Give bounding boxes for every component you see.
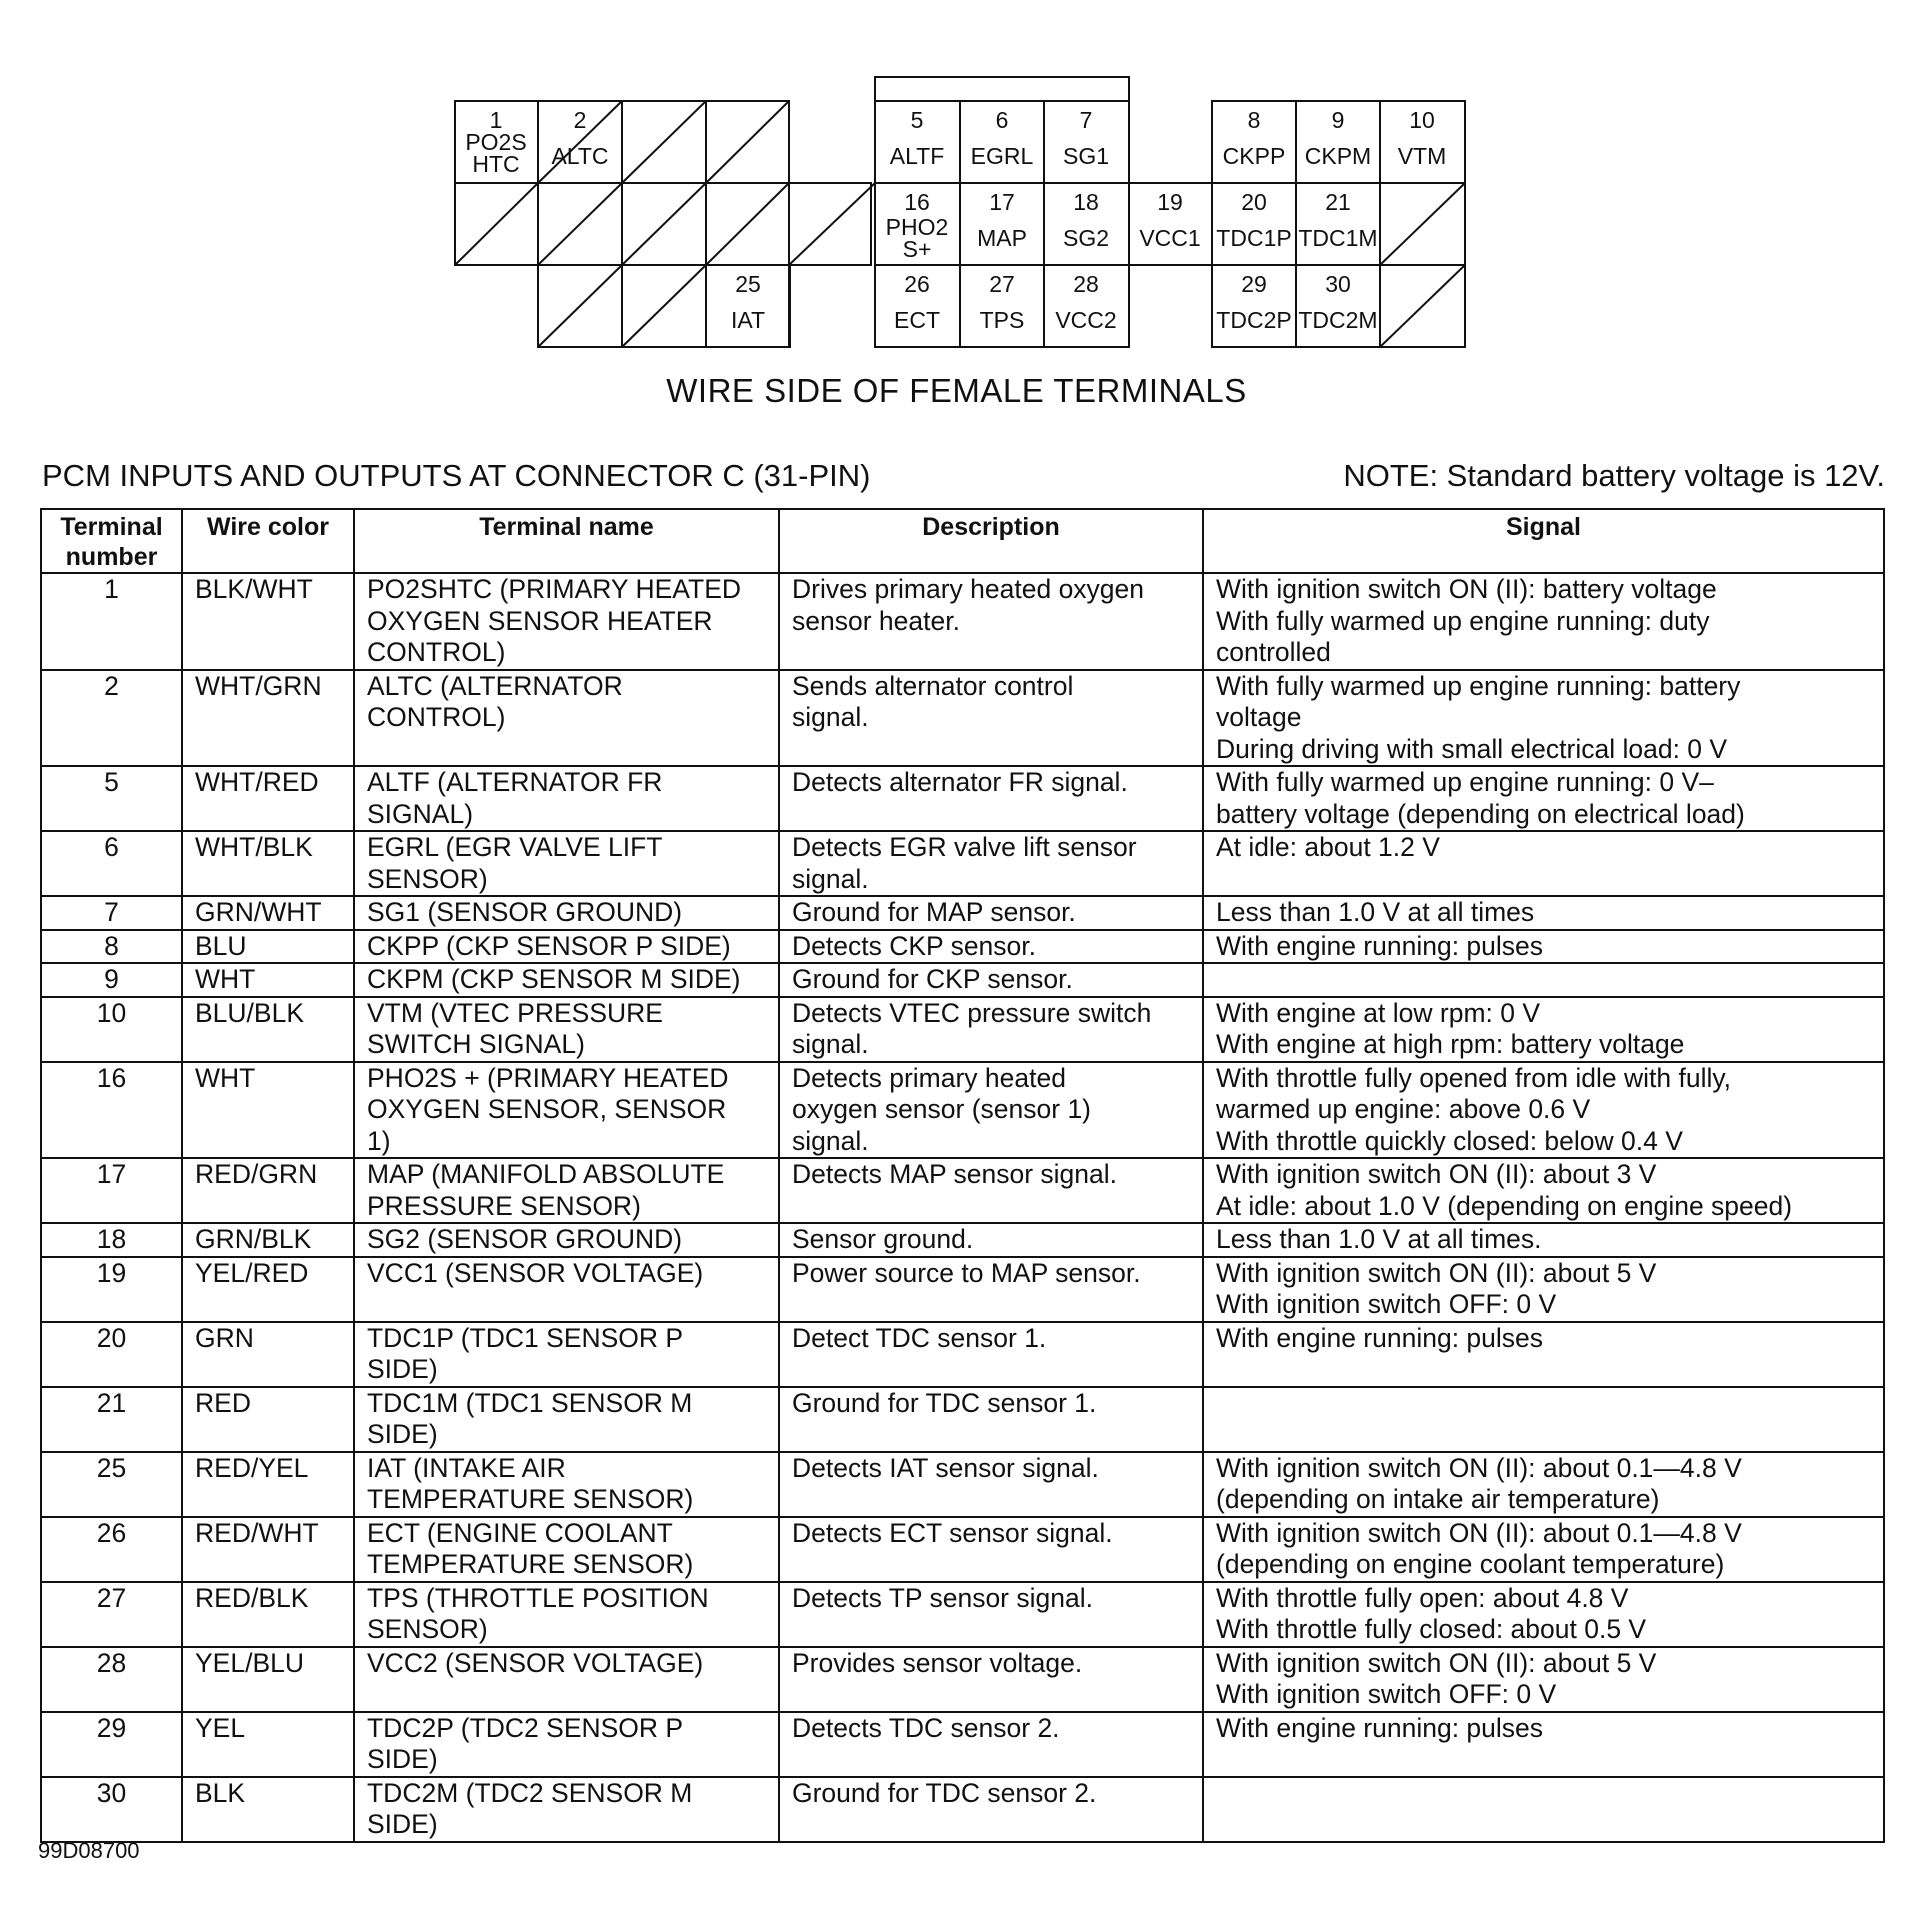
cell-line: Detect TDC sensor 1.: [792, 1322, 1047, 1353]
cell-line: 1): [367, 1125, 391, 1156]
cell-terminal-name: [354, 997, 779, 1062]
cell-line: TDC1M (TDC1 SENSOR M: [367, 1387, 693, 1418]
cell-line: (depending on intake air temperature): [1216, 1484, 1660, 1514]
table-row: [41, 997, 1884, 1062]
cell-description: [779, 1387, 1203, 1452]
table-row: [41, 573, 1884, 670]
cell-line: Sends alternator control: [792, 670, 1074, 701]
table-title: PCM INPUTS AND OUTPUTS AT CONNECTOR C (31-PIN): [42, 458, 871, 493]
table-row: [41, 963, 1884, 997]
table-row: [41, 1062, 1884, 1159]
cell-line: (depending on engine coolant temperature): [1216, 1549, 1725, 1579]
cell-line: Detects VTEC pressure switch: [792, 997, 1152, 1028]
cell-description: [779, 1647, 1203, 1712]
diagram-caption: WIRE SIDE OF FEMALE TERMINALS: [666, 372, 1247, 409]
cell-terminal-number: 20: [41, 1322, 182, 1387]
figure-code: 99D08700: [38, 1838, 140, 1863]
cell-num: 5: [910, 107, 924, 133]
cell-signal: [1203, 930, 1884, 964]
pcm-io-table: [40, 508, 1885, 1843]
cell-wire-color: RED/GRN: [182, 1158, 354, 1223]
cell-terminal-number: 26: [41, 1517, 182, 1582]
cell-wire-color: RED/WHT: [182, 1517, 354, 1582]
cell-terminal-number: 17: [41, 1158, 182, 1223]
cell-num: 7: [1079, 107, 1093, 133]
table-row: [41, 1582, 1884, 1647]
cell-label: MAP: [977, 225, 1027, 251]
cell-line: OXYGEN SENSOR HEATER: [367, 605, 713, 636]
cell-line: With ignition switch ON (II): about 0.1—4.8 V: [1216, 1452, 1742, 1483]
cell-terminal-number: 10: [41, 997, 182, 1062]
cell-signal: [1203, 1062, 1884, 1159]
header-text: number: [65, 543, 158, 571]
cell-terminal-number: 9: [41, 963, 182, 997]
cell-wire-color: RED/BLK: [182, 1582, 354, 1647]
cell-line: VCC2 (SENSOR VOLTAGE): [367, 1647, 704, 1678]
cell-line: signal.: [792, 702, 869, 732]
cell-wire-color: YEL/BLU: [182, 1647, 354, 1712]
cell-num: 10: [1409, 107, 1435, 133]
cell-num: 21: [1325, 189, 1351, 215]
cell-line: SG2 (SENSOR GROUND): [367, 1224, 683, 1254]
cell-line: Less than 1.0 V at all times.: [1216, 1224, 1542, 1254]
cell-num: 29: [1241, 271, 1267, 297]
cell-terminal-name: [354, 1158, 779, 1223]
cell-terminal-name: [354, 963, 779, 997]
cell-line: VTM (VTEC PRESSURE: [367, 997, 663, 1028]
cell-wire-color: WHT: [182, 1062, 354, 1159]
cell-line: SWITCH SIGNAL): [367, 1029, 585, 1059]
table-row: [41, 930, 1884, 964]
cell-signal: [1203, 1452, 1884, 1517]
cell-line: With throttle fully closed: about 0.5 V: [1216, 1614, 1647, 1644]
cell-terminal-name: [354, 896, 779, 930]
cell-num: 26: [904, 271, 930, 297]
cell-line: Detects primary heated: [792, 1062, 1066, 1093]
cell-label: VCC2: [1055, 307, 1117, 333]
cell-description: [779, 766, 1203, 831]
cell-line: CONTROL): [367, 702, 506, 732]
cell-line: PO2SHTC (PRIMARY HEATED: [367, 574, 742, 604]
cell-label: TDC1M: [1298, 225, 1378, 251]
cell-line: ALTF (ALTERNATOR FR: [367, 767, 663, 797]
cell-terminal-name: [354, 1517, 779, 1582]
cell-num: 8: [1247, 107, 1261, 133]
table-row: [41, 1387, 1884, 1452]
cell-wire-color: WHT/RED: [182, 766, 354, 831]
table-note: NOTE: Standard battery voltage is 12V.: [1343, 458, 1885, 493]
cell-description: [779, 1712, 1203, 1777]
cell-description: [779, 831, 1203, 896]
cell-line: With ignition switch ON (II): about 5 V: [1216, 1647, 1657, 1678]
cell-num: 28: [1073, 271, 1099, 297]
cell-label: SG1: [1062, 143, 1110, 169]
cell-description: [779, 1158, 1203, 1223]
cell-terminal-name: [354, 1452, 779, 1517]
cell-line: With engine running: pulses: [1216, 930, 1544, 961]
cell-description: [779, 896, 1203, 930]
cell-line: sensor heater.: [792, 605, 960, 636]
cell-line: Detects EGR valve lift sensor: [792, 832, 1137, 862]
cell-line: Detects alternator FR signal.: [792, 767, 1128, 797]
cell-signal: [1203, 573, 1884, 670]
cell-label: CKPP: [1222, 143, 1286, 169]
cell-terminal-number: 19: [41, 1257, 182, 1322]
cell-line: With throttle fully opened from idle with fully,: [1216, 1062, 1732, 1093]
cell-terminal-name: [354, 1257, 779, 1322]
cell-line: Power source to MAP sensor.: [792, 1257, 1141, 1288]
cell-line: Ground for TDC sensor 2.: [792, 1777, 1097, 1808]
table-row: [41, 1322, 1884, 1387]
cell-num: 19: [1157, 189, 1183, 215]
cell-terminal-number: 27: [41, 1582, 182, 1647]
cell-num: 1: [489, 107, 503, 133]
cell-line: With engine running: pulses: [1216, 1712, 1544, 1743]
cell-wire-color: BLU/BLK: [182, 997, 354, 1062]
cell-line: At idle: about 1.0 V (depending on engine speed): [1216, 1190, 1793, 1221]
cell-line: Provides sensor voltage.: [792, 1647, 1083, 1678]
cell-label: S+: [902, 236, 932, 262]
table-row: [41, 1777, 1884, 1842]
cell-line: voltage: [1216, 702, 1302, 732]
cell-wire-color: BLU: [182, 930, 354, 964]
cell-num: 2: [573, 107, 587, 133]
cell-line: signal.: [792, 863, 869, 894]
cell-description: [779, 1777, 1203, 1842]
cell-signal: [1203, 1158, 1884, 1223]
cell-num: 20: [1241, 189, 1267, 215]
cell-terminal-number: 6: [41, 831, 182, 896]
cell-line: ECT (ENGINE COOLANT: [367, 1517, 673, 1548]
cell-line: TPS (THROTTLE POSITION: [367, 1582, 709, 1613]
cell-terminal-name: [354, 573, 779, 670]
cell-line: With ignition switch ON (II): about 0.1—4.8 V: [1216, 1517, 1742, 1548]
table-row: [41, 1647, 1884, 1712]
cell-terminal-number: 28: [41, 1647, 182, 1712]
cell-label: ALTF: [889, 143, 945, 169]
cell-line: Sensor ground.: [792, 1224, 974, 1254]
header-description: Description: [779, 509, 1203, 573]
cell-line: Ground for TDC sensor 1.: [792, 1387, 1097, 1418]
cell-line: Detects IAT sensor signal.: [792, 1452, 1099, 1483]
cell-line: battery voltage (depending on electrical load): [1216, 798, 1745, 829]
table-row: [41, 670, 1884, 767]
cell-terminal-name: [354, 670, 779, 767]
cell-num: 18: [1073, 189, 1099, 215]
cell-line: Less than 1.0 V at all times: [1216, 897, 1535, 927]
cell-signal: [1203, 1223, 1884, 1257]
cell-wire-color: BLK/WHT: [182, 573, 354, 670]
cell-line: warmed up engine: above 0.6 V: [1216, 1094, 1591, 1124]
cell-label: EGRL: [970, 143, 1034, 169]
cell-line: With ignition switch OFF: 0 V: [1216, 1289, 1557, 1319]
table-row: [41, 766, 1884, 831]
cell-wire-color: YEL/RED: [182, 1257, 354, 1322]
cell-line: VCC1 (SENSOR VOLTAGE): [367, 1257, 704, 1288]
cell-wire-color: WHT/GRN: [182, 670, 354, 767]
cell-num: 30: [1325, 271, 1351, 297]
cell-label: CKPM: [1304, 143, 1372, 169]
cell-terminal-number: 7: [41, 896, 182, 930]
cell-terminal-name: [354, 930, 779, 964]
cell-line: PHO2S + (PRIMARY HEATED: [367, 1062, 729, 1093]
header-text: Terminal: [60, 513, 163, 541]
cell-line: SENSOR): [367, 863, 488, 894]
cell-line: TDC2P (TDC2 SENSOR P: [367, 1712, 684, 1743]
cell-label: PO2S: [465, 129, 527, 155]
table-row: [41, 896, 1884, 930]
cell-line: SIGNAL): [367, 798, 474, 829]
cell-line: With throttle quickly closed: below 0.4 V: [1216, 1125, 1683, 1156]
cell-terminal-number: 1: [41, 573, 182, 670]
cell-label: PHO2: [885, 214, 949, 240]
cell-line: With ignition switch ON (II): battery voltage: [1216, 574, 1717, 604]
table-row: [41, 831, 1884, 896]
cell-terminal-name: [354, 1582, 779, 1647]
table-row: [41, 1712, 1884, 1777]
cell-line: Detects TDC sensor 2.: [792, 1712, 1060, 1743]
cell-line: With fully warmed up engine running: 0 V–: [1216, 767, 1714, 797]
table-row: [41, 1257, 1884, 1322]
header-terminal-name: Terminal name: [354, 509, 779, 573]
cell-label: TDC2M: [1298, 307, 1378, 333]
cell-description: [779, 1452, 1203, 1517]
cell-signal: [1203, 1387, 1884, 1452]
cell-line: With ignition switch ON (II): about 3 V: [1216, 1159, 1657, 1189]
cell-label: TPS: [979, 307, 1025, 333]
cell-terminal-name: [354, 1777, 779, 1842]
cell-line: ALTC (ALTERNATOR: [367, 670, 623, 701]
cell-line: MAP (MANIFOLD ABSOLUTE: [367, 1159, 725, 1189]
cell-terminal-name: [354, 1712, 779, 1777]
cell-label: VTM: [1397, 143, 1447, 169]
cell-description: [779, 1257, 1203, 1322]
cell-line: oxygen sensor (sensor 1): [792, 1094, 1092, 1124]
cell-description: [779, 1223, 1203, 1257]
cell-line: Detects TP sensor signal.: [792, 1582, 1093, 1613]
table-header-row: [41, 509, 1884, 573]
cell-line: signal.: [792, 1029, 869, 1059]
cell-terminal-name: [354, 831, 779, 896]
cell-label: ECT: [894, 307, 940, 333]
cell-terminal-number: 30: [41, 1777, 182, 1842]
cell-line: With fully warmed up engine running: duty: [1216, 605, 1710, 636]
cell-label: VCC1: [1139, 225, 1201, 251]
cell-line: TEMPERATURE SENSOR): [367, 1549, 694, 1579]
cell-line: signal.: [792, 1125, 869, 1156]
cell-terminal-number: 25: [41, 1452, 182, 1517]
cell-line: With engine running: pulses: [1216, 1322, 1544, 1353]
cell-wire-color: BLK: [182, 1777, 354, 1842]
cell-wire-color: RED/YEL: [182, 1452, 354, 1517]
cell-wire-color: RED: [182, 1387, 354, 1452]
cell-description: [779, 1322, 1203, 1387]
cell-line: With engine at low rpm: 0 V: [1216, 997, 1541, 1028]
cell-signal: [1203, 1582, 1884, 1647]
cell-wire-color: GRN: [182, 1322, 354, 1387]
header-wire-color: Wire color: [182, 509, 354, 573]
cell-description: [779, 930, 1203, 964]
cell-signal: [1203, 1517, 1884, 1582]
cell-signal: [1203, 670, 1884, 767]
cell-num: 16: [904, 189, 930, 215]
cell-label: ALTC: [551, 143, 609, 169]
cell-line: IAT (INTAKE AIR: [367, 1452, 566, 1483]
cell-description: [779, 670, 1203, 767]
connector-diagram: [0, 0, 1913, 360]
cell-signal: [1203, 831, 1884, 896]
cell-wire-color: GRN/WHT: [182, 896, 354, 930]
table-row: [41, 1517, 1884, 1582]
cell-terminal-name: [354, 1223, 779, 1257]
cell-line: Drives primary heated oxygen: [792, 574, 1145, 604]
header-terminal-number: [41, 509, 182, 573]
cell-line: Detects MAP sensor signal.: [792, 1159, 1118, 1189]
cell-terminal-number: 18: [41, 1223, 182, 1257]
cell-terminal-number: 16: [41, 1062, 182, 1159]
cell-line: Detects CKP sensor.: [792, 930, 1037, 961]
cell-description: [779, 1517, 1203, 1582]
cell-signal: [1203, 963, 1884, 997]
table-row: [41, 1223, 1884, 1257]
cell-line: With fully warmed up engine running: battery: [1216, 670, 1741, 701]
cell-terminal-number: 2: [41, 670, 182, 767]
cell-signal: [1203, 896, 1884, 930]
cell-label: SG2: [1062, 225, 1110, 251]
cell-description: [779, 963, 1203, 997]
cell-wire-color: GRN/BLK: [182, 1223, 354, 1257]
cell-terminal-number: 5: [41, 766, 182, 831]
cell-signal: [1203, 1322, 1884, 1387]
cell-label: HTC: [472, 151, 520, 177]
cell-signal: [1203, 1777, 1884, 1842]
cell-line: With ignition switch ON (II): about 5 V: [1216, 1257, 1657, 1288]
cell-line: SG1 (SENSOR GROUND): [367, 897, 683, 927]
cell-description: [779, 997, 1203, 1062]
cell-num: 9: [1331, 107, 1345, 133]
cell-signal: [1203, 997, 1884, 1062]
cell-signal: [1203, 1257, 1884, 1322]
cell-terminal-number: 21: [41, 1387, 182, 1452]
cell-label: TDC1P: [1216, 225, 1292, 251]
cell-signal: [1203, 1712, 1884, 1777]
cell-line: SENSOR): [367, 1614, 488, 1644]
cell-line: SIDE): [367, 1419, 438, 1449]
cell-terminal-name: [354, 1387, 779, 1452]
cell-num: 25: [735, 271, 761, 297]
cell-line: TDC2M (TDC2 SENSOR M: [367, 1777, 693, 1808]
cell-line: TEMPERATURE SENSOR): [367, 1484, 694, 1514]
table-row: [41, 1158, 1884, 1223]
cell-label: IAT: [730, 307, 766, 333]
cell-line: With throttle fully open: about 4.8 V: [1216, 1582, 1629, 1613]
cell-wire-color: WHT: [182, 963, 354, 997]
cell-line: TDC1P (TDC1 SENSOR P: [367, 1322, 684, 1353]
cell-wire-color: YEL: [182, 1712, 354, 1777]
cell-line: With engine at high rpm: battery voltage: [1216, 1029, 1685, 1059]
cell-line: EGRL (EGR VALVE LIFT: [367, 832, 663, 862]
cell-wire-color: WHT/BLK: [182, 831, 354, 896]
cell-num: 17: [989, 189, 1015, 215]
cell-line: SIDE): [367, 1354, 438, 1384]
cell-line: SIDE): [367, 1809, 438, 1839]
cell-num: 6: [995, 107, 1009, 133]
cell-description: [779, 1582, 1203, 1647]
cell-line: PRESSURE SENSOR): [367, 1190, 641, 1221]
cell-line: SIDE): [367, 1744, 438, 1774]
cell-line: At idle: about 1.2 V: [1216, 832, 1440, 862]
cell-signal: [1203, 1647, 1884, 1712]
cell-line: controlled: [1216, 637, 1331, 667]
cell-num: 27: [989, 271, 1015, 297]
cell-description: [779, 573, 1203, 670]
cell-line: OXYGEN SENSOR, SENSOR: [367, 1094, 727, 1124]
cell-terminal-number: 8: [41, 930, 182, 964]
cell-line: CKPM (CKP SENSOR M SIDE): [367, 964, 741, 994]
cell-label: TDC2P: [1216, 307, 1292, 333]
cell-line: Detects ECT sensor signal.: [792, 1517, 1113, 1548]
cell-terminal-name: [354, 766, 779, 831]
cell-terminal-name: [354, 1647, 779, 1712]
header-signal: Signal: [1203, 509, 1884, 573]
cell-description: [779, 1062, 1203, 1159]
cell-line: Ground for MAP sensor.: [792, 897, 1076, 927]
cell-terminal-name: [354, 1062, 779, 1159]
cell-line: CKPP (CKP SENSOR P SIDE): [367, 930, 731, 961]
cell-line: During driving with small electrical load: 0 V: [1216, 733, 1728, 764]
cell-terminal-name: [354, 1322, 779, 1387]
cell-line: CONTROL): [367, 637, 506, 667]
cell-line: Ground for CKP sensor.: [792, 964, 1073, 994]
cell-signal: [1203, 766, 1884, 831]
cell-line: With ignition switch OFF: 0 V: [1216, 1679, 1557, 1709]
table-row: [41, 1452, 1884, 1517]
table-body: [41, 573, 1884, 1842]
cell-terminal-number: 29: [41, 1712, 182, 1777]
